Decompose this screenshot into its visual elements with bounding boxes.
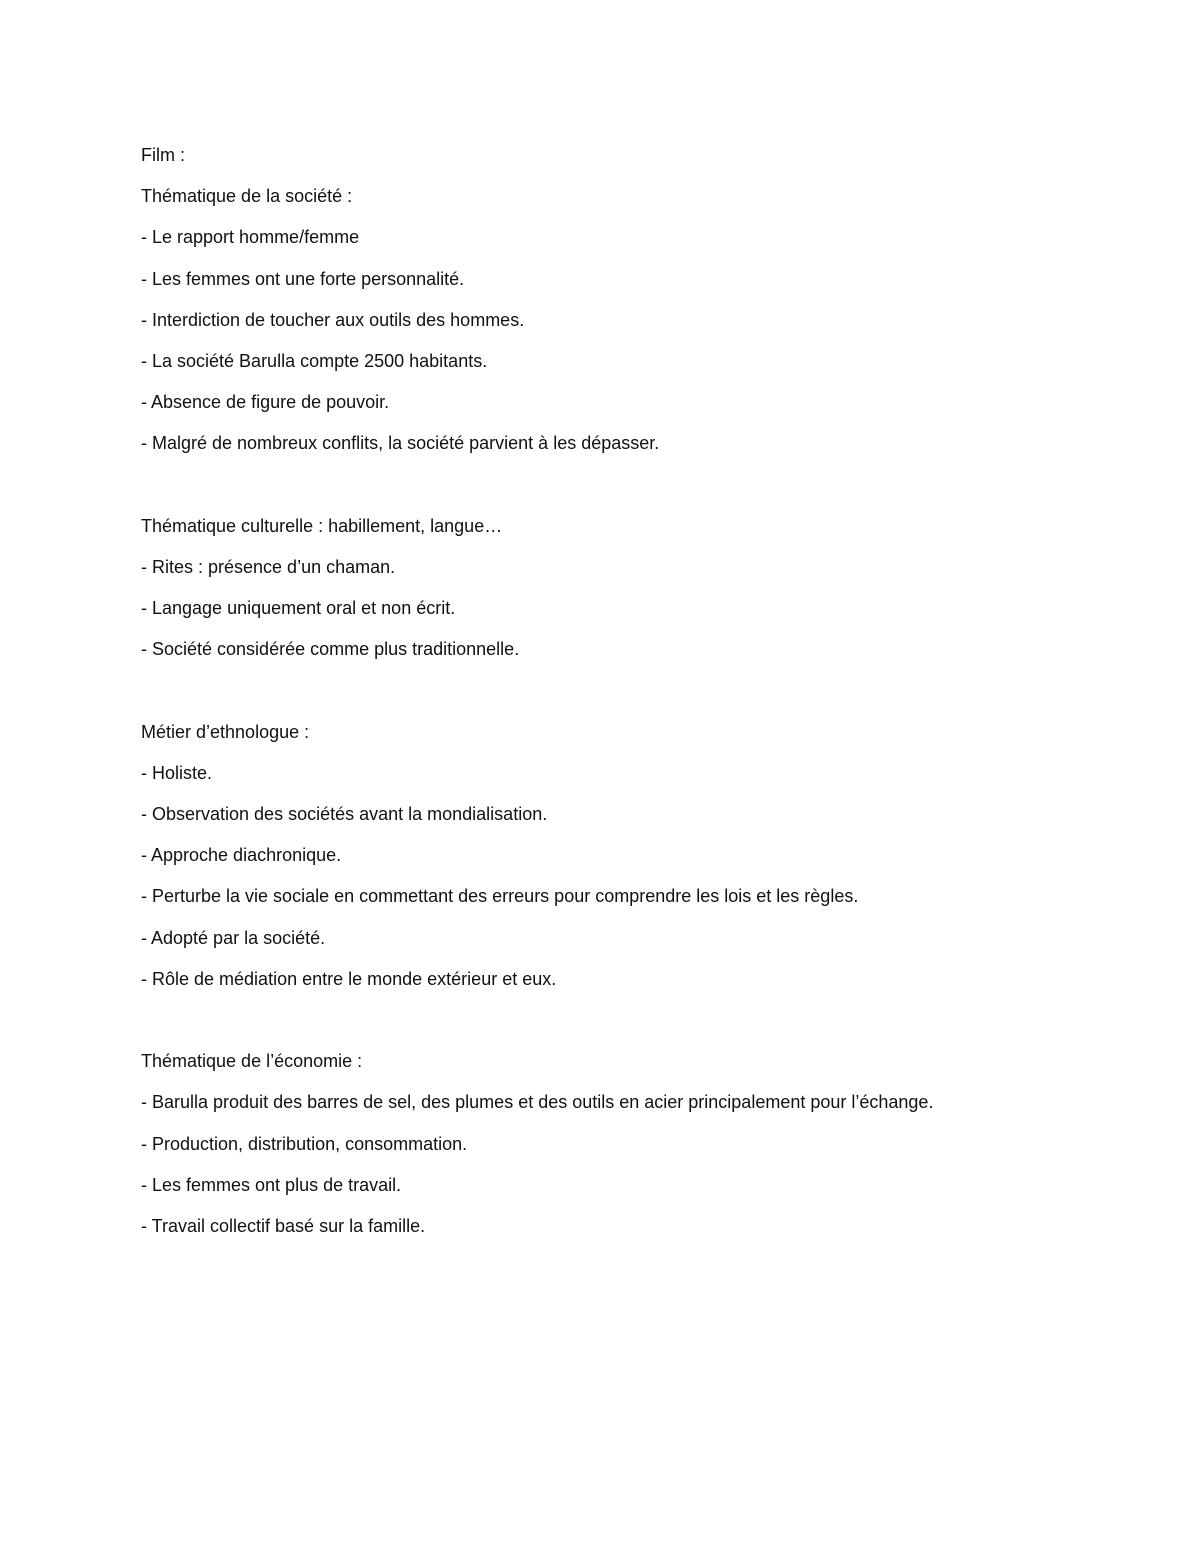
list-item: - Les femmes ont plus de travail. [141, 1174, 402, 1195]
section-heading: Thématique culturelle : habillement, langue… [141, 515, 503, 536]
section-economie [141, 1047, 1101, 1240]
section-ethnologue [141, 718, 1101, 993]
list-item: - Absence de figure de pouvoir. [141, 392, 390, 413]
list-item: - Approche diachronique. [141, 845, 342, 866]
section-heading: Thématique de l’économie : [141, 1051, 363, 1072]
section-societe [141, 182, 1101, 457]
list-item: - Société considérée comme plus traditionnelle. [141, 639, 520, 660]
list-item: - Rôle de médiation entre le monde extérieur et eux. [141, 968, 557, 989]
list-item: - Malgré de nombreux conflits, la société parvient à les dépasser. [141, 433, 660, 454]
list-item: - Langage uniquement oral et non écrit. [141, 598, 456, 619]
blank-line [141, 1006, 1101, 1034]
list-item: - Adopté par la société. [141, 927, 326, 948]
section-heading: Métier d’ethnologue : [141, 721, 310, 742]
list-item: - Interdiction de toucher aux outils des hommes. [141, 309, 525, 330]
list-item: - Travail collectif basé sur la famille. [141, 1215, 426, 1236]
list-item: - Observation des sociétés avant la mondialisation. [141, 804, 548, 824]
list-item: - Barulla produit des barres de sel, des plumes et des outils en acier principalement pour l’échange. [141, 1092, 934, 1113]
list-item: - Le rapport homme/femme [141, 227, 360, 248]
list-item: - Perturbe la vie sociale en commettant des erreurs pour comprendre les lois et les règles. [141, 886, 859, 907]
section-culturelle [141, 512, 1101, 664]
blank-line [141, 471, 1101, 499]
list-item: - Production, distribution, consommation. [141, 1133, 468, 1154]
list-item: - Les femmes ont une forte personnalité. [141, 268, 465, 289]
section-heading: Thématique de la société : [141, 186, 353, 207]
blank-line [141, 676, 1101, 704]
list-item: - Holiste. [141, 762, 213, 783]
list-item: - La société Barulla compte 2500 habitants. [141, 350, 488, 371]
document-title: Film : [141, 145, 185, 165]
document-body [141, 141, 1101, 1253]
list-item: - Rites : présence d’un chaman. [141, 556, 396, 577]
